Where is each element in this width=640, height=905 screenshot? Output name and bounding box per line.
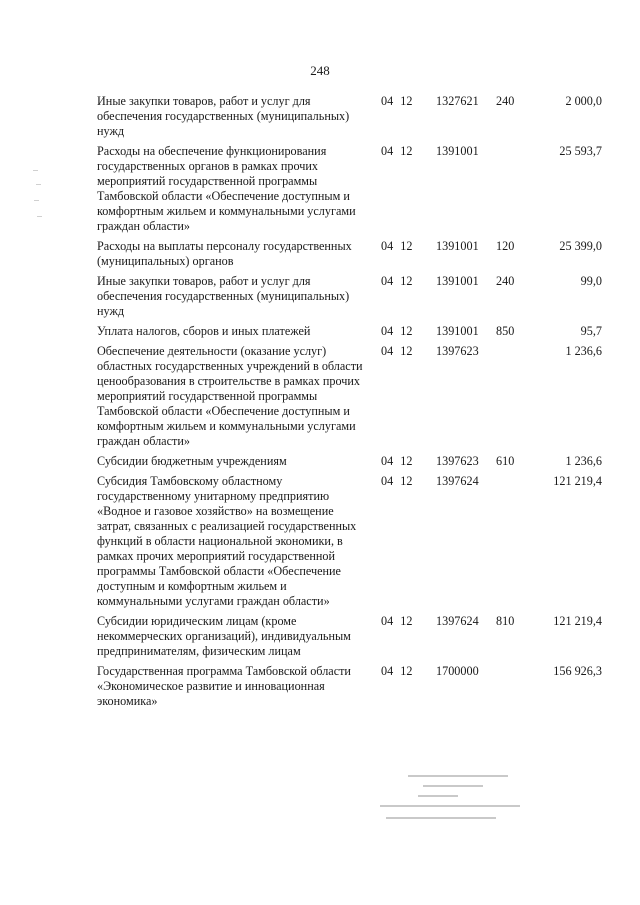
row-target-article: 1391001 — [436, 274, 479, 288]
row-description: Государственная программа Тамбовской области «Экономическое развитие и инновационная экономика» — [97, 664, 351, 708]
row-amount: 121 219,4 — [553, 614, 602, 628]
row-amount: 95,7 — [580, 324, 602, 338]
row-target-article: 1397623 — [436, 454, 479, 468]
table-row — [0, 664, 640, 709]
table-row — [0, 94, 640, 139]
row-section: 04 12 — [381, 144, 413, 158]
row-target-article: 1700000 — [436, 664, 479, 678]
row-description: Иные закупки товаров, работ и услуг для обеспечения государственных (муниципальных) нужд — [97, 274, 350, 318]
row-expense-type: 610 — [496, 454, 515, 468]
row-target-article: 1397623 — [436, 344, 479, 358]
table-row — [0, 239, 640, 269]
row-amount: 1 236,6 — [565, 454, 602, 468]
row-target-article: 1391001 — [436, 324, 479, 338]
row-section: 04 12 — [381, 454, 413, 468]
row-section: 04 12 — [381, 324, 413, 338]
table-row — [0, 344, 640, 449]
row-section: 04 12 — [381, 344, 413, 358]
row-section: 04 12 — [381, 94, 413, 108]
table-row — [0, 144, 640, 234]
budget-table — [0, 94, 640, 714]
row-target-article: 1391001 — [436, 144, 479, 158]
table-row — [0, 474, 640, 609]
row-section: 04 12 — [381, 239, 413, 253]
row-section: 04 12 — [381, 474, 413, 488]
row-description: Субсидия Тамбовскому областному государственному унитарному предприятию «Водное и газовое хозяйство» на возмещение затрат, связанных с реализацией государственных функций в области национальной экономики, в рамках прочих мероприятий государственной программы Тамбовской области «Обеспечение доступным и комфортным жильем и коммунальными услугами граждан области» — [97, 474, 357, 608]
row-section: 04 12 — [381, 614, 413, 628]
row-amount: 25 399,0 — [559, 239, 602, 253]
table-row — [0, 614, 640, 659]
row-expense-type: 810 — [496, 614, 515, 628]
row-section: 04 12 — [381, 274, 413, 288]
row-description: Обеспечение деятельности (оказание услуг) областных государственных учреждений в области ценообразования в строительстве в рамках прочих мероприятий государственной программы Тамбовской области «Обеспечение доступным и комфортным жильем и коммунальными услугами граждан области» — [97, 344, 363, 448]
row-target-article: 1397624 — [436, 614, 479, 628]
table-row — [0, 454, 640, 469]
row-target-article: 1397624 — [436, 474, 479, 488]
row-target-article: 1327621 — [436, 94, 479, 108]
row-amount: 121 219,4 — [553, 474, 602, 488]
row-expense-type: 120 — [496, 239, 515, 253]
row-description: Субсидии юридическим лицам (кроме некоммерческих организаций), индивидуальным предпринимателям, физическим лицам — [97, 614, 351, 658]
row-section: 04 12 — [381, 664, 413, 678]
row-amount: 2 000,0 — [565, 94, 602, 108]
row-amount: 99,0 — [580, 274, 602, 288]
row-expense-type: 240 — [496, 274, 515, 288]
row-description: Расходы на обеспечение функционирования государственных органов в рамках прочих мероприятий государственной программы Тамбовской области «Обеспечение доступным и комфортным жильем и коммунальными услугами граждан области» — [97, 144, 356, 233]
page-number: 248 — [310, 63, 330, 78]
table-row — [0, 324, 640, 339]
row-amount: 156 926,3 — [553, 664, 602, 678]
row-expense-type: 240 — [496, 94, 515, 108]
row-description: Расходы на выплаты персоналу государственных (муниципальных) органов — [97, 239, 352, 268]
row-expense-type: 850 — [496, 324, 515, 338]
faded-stamp — [378, 773, 526, 829]
row-description: Иные закупки товаров, работ и услуг для обеспечения государственных (муниципальных) нужд — [97, 94, 350, 138]
table-row — [0, 274, 640, 319]
row-description: Субсидии бюджетным учреждениям — [97, 454, 287, 468]
row-description: Уплата налогов, сборов и иных платежей — [97, 324, 311, 338]
row-target-article: 1391001 — [436, 239, 479, 253]
row-amount: 1 236,6 — [565, 344, 602, 358]
row-amount: 25 593,7 — [559, 144, 602, 158]
